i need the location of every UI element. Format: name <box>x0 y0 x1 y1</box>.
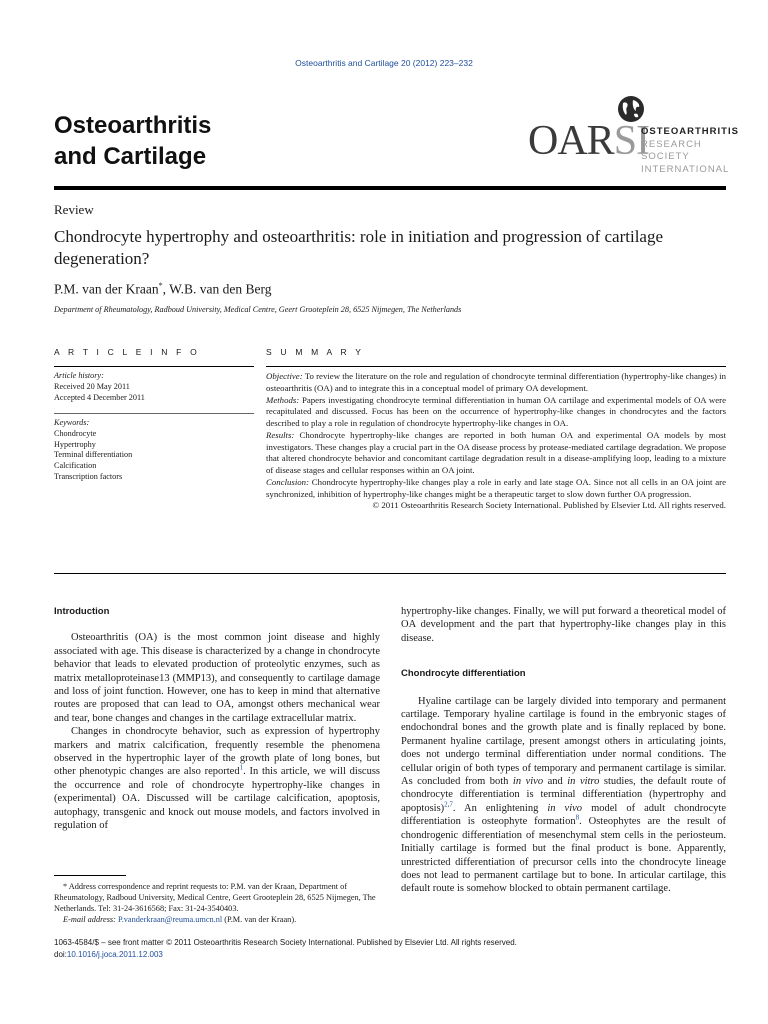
body-right-column <box>401 605 726 896</box>
abstract-conclusion <box>266 477 726 501</box>
diff-text-c: . An enlightening <box>452 802 548 814</box>
received-date: Received 20 May 2011 <box>54 381 130 391</box>
keyword-item[interactable]: Transcription factors <box>54 471 123 481</box>
journal-title-line2: and Cartilage <box>54 143 207 170</box>
email-label: E-mail address: <box>63 915 116 924</box>
oarsi-mark <box>528 120 649 162</box>
footnote <box>54 881 380 925</box>
article-title: Chondrocyte hypertrophy and osteoarthritis: role in initiation and progression of cartilage degeneration? <box>54 227 664 268</box>
email-suffix: (P.M. van der Kraan). <box>222 915 297 924</box>
corresponding-mark[interactable]: * <box>158 281 163 290</box>
logo-line2: RESEARCH SOCIETY <box>641 138 702 162</box>
conclusion-text: Chondrocyte hypertrophy-like changes play a role in early and late stage OA. Since not all cells in an OA joint are synchronized, inhibition of hypertrophy-like changes might be a therapeutic target to slow down further OA progression. <box>266 476 726 499</box>
conclusion-label: Conclusion: <box>266 476 310 487</box>
author-1[interactable]: P.M. van der Kraan <box>54 281 159 297</box>
summary-rule <box>266 366 726 367</box>
footnote-rule <box>54 875 126 876</box>
footnote-mark: * <box>63 882 68 891</box>
abstract-methods <box>266 395 726 430</box>
intro-paragraph-2 <box>54 725 380 832</box>
footnote-email <box>54 914 380 925</box>
email-link[interactable]: P.vanderkraan@reuma.umcn.nl <box>118 915 223 924</box>
abstract-results <box>266 430 726 477</box>
chondrocyte-differentiation-heading: Chondrocyte differentiation <box>401 668 526 680</box>
intro-paragraph-1: Osteoarthritis (OA) is the most common joint disease and highly associated with age. This disease is characterized by a change in chondrocyte behavior that leads to elevated production of proteolytic enzymes, such as matrix metalloproteinase13 (MMP13), and consequently to cartilage damage and loss of joint function. However, one has to keep in mind that alternative routes are proposed that can lead to OA, amongst others mechanical wear and tear, bone changes and changes in the cartilage extracellular matrix. <box>54 632 380 724</box>
authors <box>54 281 271 298</box>
oarsi-mark-thin: SI <box>613 118 650 164</box>
right-column-continuation: hypertrophy-like changes. Finally, we will put forward a theoretical model of OA development and the part that hypertrophy-like changes play in this disease. <box>401 606 726 644</box>
author-2[interactable]: , W.B. van den Berg <box>162 281 272 297</box>
footer-doi <box>54 949 517 961</box>
reference-link[interactable]: 1 <box>239 763 244 772</box>
oarsi-logo-text <box>641 126 739 176</box>
introduction-heading: Introduction <box>54 606 110 617</box>
article-info-rule <box>54 366 254 367</box>
logo-line1: OSTEOARTHRITIS <box>641 126 739 137</box>
diff-text-e: . Osteophytes are the result of chondrogenic differentiation of mesenchymal stem cells in the periosteum. Initially cartilage is formed but the final product is bone. Apparently, unrestricted differentiation of precursor cells into the chondrocyte lineage does not lead to permanent cartilage but to bone. In articular cartilage, this default route is somehow blocked to obtain permanent cartilage. <box>401 816 726 895</box>
reference-link[interactable]: 7 <box>449 800 453 809</box>
journal-reference[interactable]: Osteoarthritis and Cartilage 20 (2012) 223–232 <box>295 58 473 68</box>
article-info-header: A R T I C L E I N F O <box>54 347 200 357</box>
keywords-rule <box>54 413 254 414</box>
journal-title <box>54 110 211 172</box>
objective-text: To review the literature on the role and regulation of chondrocyte terminal differentiation (hypertrophy-like changes) in osteoarthritis (OA) and to integrate this in a conceptual model of primary OA development. <box>266 371 726 393</box>
intro-p2-text-a: Changes in chondrocyte behavior, such as expression of hypertrophy markers and matrix calcification, frequently resemble the phenomena observed in the hypertrophic layer of the growth plate of long bones, but other phenotypic changes are also reported <box>54 726 380 778</box>
keyword-item[interactable]: Hypertrophy <box>54 439 96 449</box>
methods-label: Methods: <box>266 394 300 405</box>
history-label: Article history: <box>54 371 104 380</box>
logo-line3: INTERNATIONAL <box>641 163 730 175</box>
section-type: Review <box>54 202 94 217</box>
abstract <box>266 371 726 512</box>
in-vivo-term: in vivo <box>512 776 544 788</box>
header-divider <box>54 186 726 190</box>
keyword-item[interactable]: Terminal differentiation <box>54 450 133 460</box>
abstract-bottom-rule <box>54 573 726 574</box>
in-vivo-term: in vivo <box>547 802 583 814</box>
page-footer <box>54 937 517 960</box>
article-history <box>54 371 254 403</box>
keywords-label: Keywords: <box>54 418 90 427</box>
objective-label: Objective: <box>266 371 303 381</box>
doi-prefix: doi: <box>54 949 67 959</box>
oarsi-logo <box>528 94 739 175</box>
results-text: Chondrocyte hypertrophy-like changes are reported in both human OA and experimental OA models by most investigators. These changes play a crucial part in the OA disease process by protease-mediated cartilage degradation. We propose that altered chondrocyte behavior and concomitant cartilage degradation result in a disease-amplifying loop, leading to a mixture of disease stages and cellular responses within an OA joint. <box>266 429 726 475</box>
oarsi-mark-main: OAR <box>528 118 614 164</box>
diff-text-b: studies, the default route of chondrocyte differentiation is terminal differentiation (hypertrophy and apoptosis) <box>401 776 727 814</box>
summary-header: S U M M A R Y <box>266 347 365 357</box>
reference-separator: , <box>447 800 450 809</box>
footnote-text: Address correspondence and reprint requests to: P.M. van der Kraan, Department of Rheumatology, Radboud University, Medical Centre, Geert Grooteplein 28, 6525 Nijmegen, The Netherlands. Tel: 31-24-3616568; Fax: 31-24-3540403. <box>54 882 376 913</box>
diff-and: and <box>543 776 568 788</box>
accepted-date: Accepted 4 December 2011 <box>54 392 145 402</box>
doi-link[interactable]: 10.1016/j.joca.2011.12.003 <box>66 949 163 959</box>
reference-link[interactable]: 2 <box>444 800 448 809</box>
diff-text-d: model of adult chondrocyte differentiation is osteophyte formation <box>401 802 727 828</box>
abstract-objective <box>266 371 726 395</box>
in-vitro-term: in vitro <box>567 776 600 788</box>
reference-link[interactable]: 8 <box>575 813 580 822</box>
keyword-item[interactable]: Calcification <box>54 461 97 471</box>
footer-issn: 1063-4584/$ – see front matter © 2011 Osteoarthritis Research Society International. Published by Elsevier Ltd. All rights reserved. <box>54 938 517 947</box>
body-left-column <box>54 605 380 833</box>
footnote-address <box>54 881 380 914</box>
methods-text: Papers investigating chondrocyte terminal differentiation in human OA cartilage and experimental models of OA were recapitulated and discussed. Focus has been on the occurrence of hypertrophy-like changes in chondrocytes and the factors described to play a role in regulation of chondrocyte hypertrophy-like changes in OA. <box>266 394 726 428</box>
diff-text-a: Hyaline cartilage can be largely divided into temporary and permanent cartilage. Temporary hyaline cartilage is found in the embryonic stages of endochondral bones and the growth plate and is finally replaced by bone. Permanent hyaline cartilage, present amongst others in articulating joints, does not undergo terminal differentiation under normal conditions. The cellular origin of both types of temporary and permanent cartilage is similar. As concluded from both <box>401 695 726 788</box>
abstract-copyright: © 2011 Osteoarthritis Research Society International. Published by Elsevier Ltd. All rights reserved. <box>372 500 726 511</box>
results-label: Results: <box>266 429 295 440</box>
keywords <box>54 418 254 483</box>
differentiation-paragraph <box>401 695 726 896</box>
keyword-item[interactable]: Chondrocyte <box>54 428 97 438</box>
affiliation: Department of Rheumatology, Radboud University, Medical Centre, Geert Grooteplein 28, 6525 Nijmegen, The Netherlands <box>54 305 462 314</box>
journal-title-line1: Osteoarthritis <box>54 112 212 139</box>
intro-p2-text-b: . In this article, we will discuss the occurrence and role of chondrocyte hypertrophy-like changes in (experimental) OA. Discussed will be cartilage calcification, apoptosis, autophagy, transgenic and knock out mouse models, and factors involved in regulation of <box>54 766 380 832</box>
